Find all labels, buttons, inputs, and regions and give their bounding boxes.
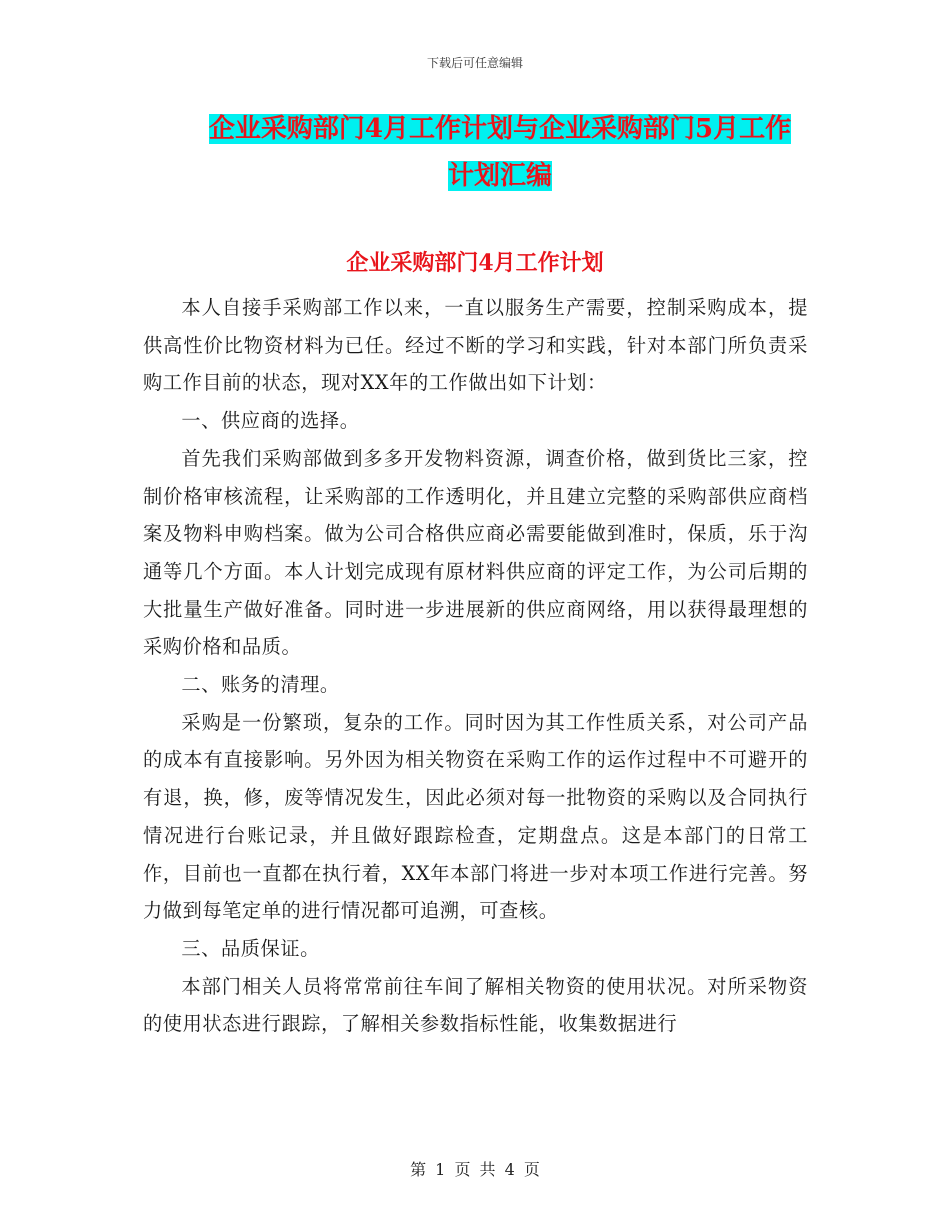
intro-paragraph: 本人自接手采购部工作以来，一直以服务生产需要，控制采购成本，提供高性价比物资材料为已任。经过不断的学习和实践，针对本部门所负责采购工作目前的状态，现对XX年的工作做出如下计划：	[143, 296, 808, 395]
quality-paragraph: 本部门相关人员将常常前往车间了解相关物资的使用状况。对所采物资的使用状态进行跟踪，了解相关参数指标性能，收集数据进行	[143, 974, 808, 1036]
document-title-line-1: 企业采购部门4月工作计划与企业采购部门5月工作	[208, 114, 792, 144]
supplier-paragraph: 首先我们采购部做到多多开发物料资源，调查价格，做到货比三家，控制价格审核流程，让采购部的工作透明化，并且建立完整的采购部供应商档案及物料申购档案。做为公司合格供应商必需要能做到准时，保质，乐于沟通等几个方面。本人计划完成现有原材料供应商的评定工作，为公司后期的大批量生产做好准备。同时进一步进展新的供应商网络，用以获得最理想的采购价格和品质。	[143, 446, 808, 659]
heading-quality-assurance: 三、品质保证。	[181, 936, 320, 960]
heading-account-clearing: 二、账务的清理。	[181, 673, 340, 697]
account-paragraph: 采购是一份繁琐，复杂的工作。同时因为其工作性质关系，对公司产品的成本有直接影响。另外因为相关物资在采购工作的运作过程中不可避开的有退，换，修，废等情况发生，因此必须对每一批物资的采购以及合同执行情况进行台账记录，并且做好跟踪检查，定期盘点。这是本部门的日常工作，目前也一直都在执行着，XX年本部门将进一步对本项工作进行完善。努力做到每笔定单的进行情况都可追溯，可查核。	[143, 710, 808, 923]
body-text	[143, 289, 808, 1043]
page-footer: 第 1 页 共 4 页	[410, 1160, 540, 1179]
section-title: 企业采购部门4月工作计划	[346, 250, 604, 276]
document-title-line-2: 计划汇编	[447, 161, 552, 191]
document-title	[150, 106, 850, 200]
header-note: 下载后可任意编辑	[426, 56, 523, 70]
heading-supplier-selection: 一、供应商的选择。	[181, 409, 360, 433]
